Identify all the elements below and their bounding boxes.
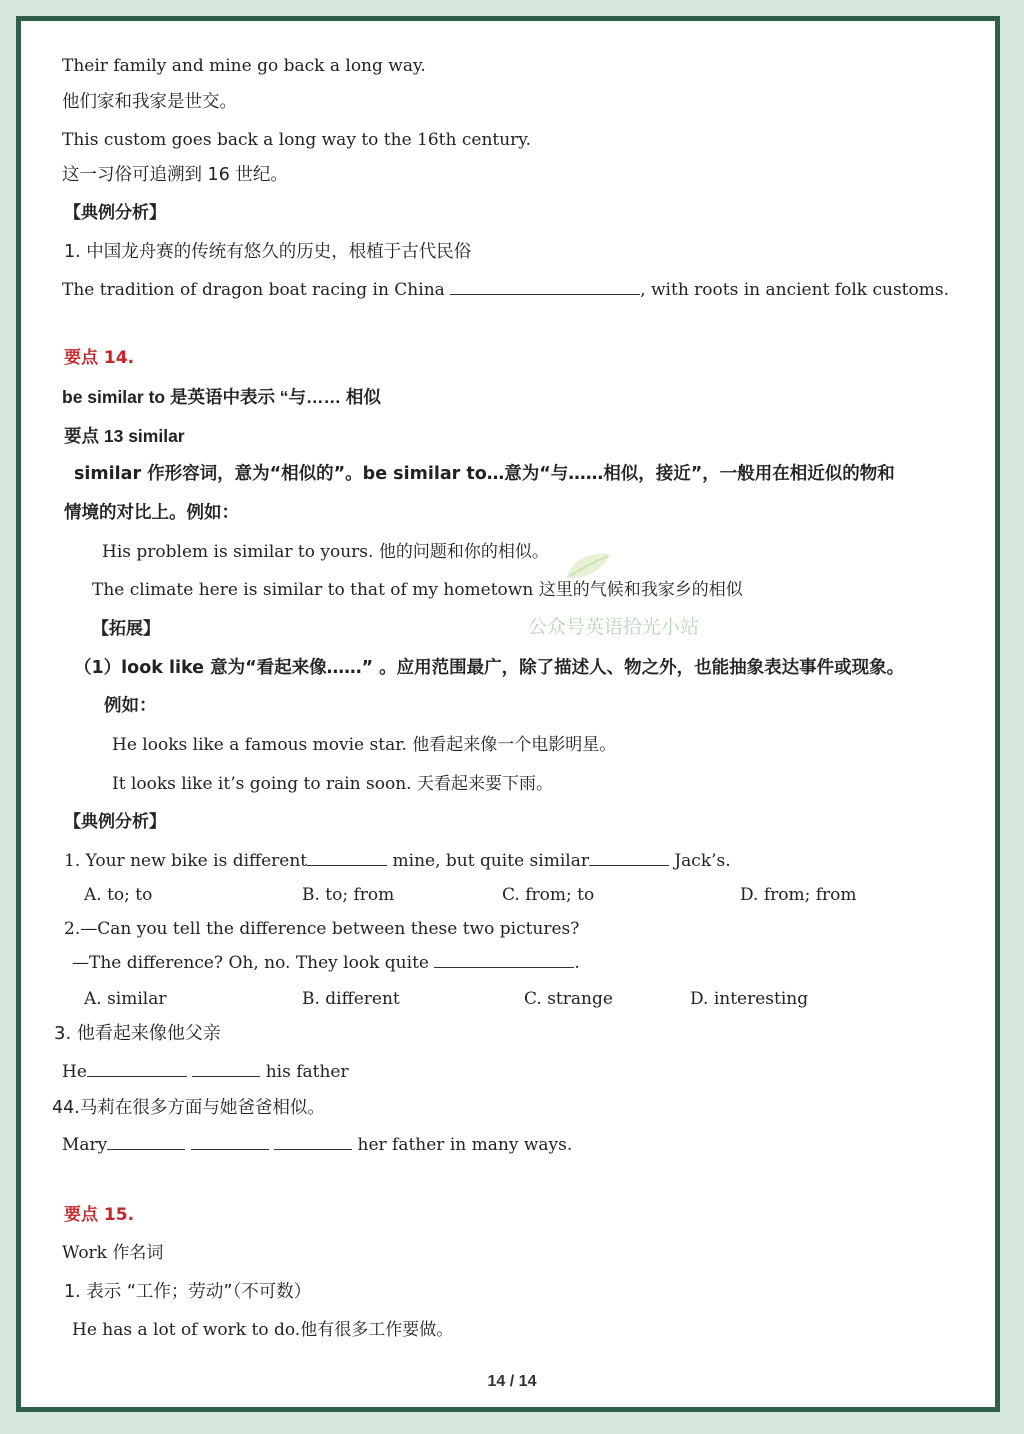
answer-blank <box>87 1060 187 1077</box>
sentence-part: —The difference? Oh, no. They look quite <box>72 953 435 973</box>
text-line: be similar to 是英语中表示 “与…… 相似 <box>62 387 381 407</box>
sentence-part: The tradition of dragon boat racing in China <box>62 280 451 300</box>
option-b: B. to; from <box>302 885 395 905</box>
question-4: 44.马莉在很多方面与她爸爸相似。 <box>52 1098 325 1118</box>
page-number: 14 / 14 <box>487 1373 537 1390</box>
section-heading: 【典例分析】 <box>64 203 166 223</box>
text-line: 要点 13 similar <box>64 426 185 446</box>
option-a: A. to; to <box>84 885 153 905</box>
example-sentence: He has a lot of work to do.他有很多工作要做。 <box>72 1320 454 1340</box>
sentence-part: mine, but quite similar <box>387 851 589 871</box>
text-line: 这一习俗可追溯到 16 世纪。 <box>62 165 288 185</box>
sentence-part: his father <box>260 1062 349 1082</box>
option-d: D. from; from <box>740 885 857 905</box>
option-d: D. interesting <box>690 989 809 1009</box>
question-1 <box>64 849 731 873</box>
question-3-answer <box>62 1060 349 1084</box>
example-sentence: He looks like a famous movie star. 他看起来像一个电影明星。 <box>112 735 617 755</box>
text-line: similar 作形容词，意为“相似的”。be similar to…意为“与……相似，接近”，一般用在相近似的物和 <box>74 464 895 484</box>
example-sentence: His problem is similar to yours. 他的问题和你的相似。 <box>102 542 549 562</box>
option-b: B. different <box>302 989 400 1009</box>
option-c: C. strange <box>524 989 613 1009</box>
text-line: 1. 中国龙舟赛的传统有悠久的历史，根植于古代民俗 <box>64 242 472 262</box>
answer-blank <box>450 278 640 295</box>
sentence-part: . <box>574 953 580 973</box>
example-sentence: The climate here is similar to that of my hometown 这里的气候和我家乡的相似 <box>92 580 743 600</box>
section-heading: 【拓展】 <box>92 619 160 639</box>
text-line: Work 作名词 <box>62 1243 164 1263</box>
answer-blank <box>274 1133 352 1150</box>
sentence-part: , with roots in ancient folk customs. <box>640 280 949 300</box>
section-heading: 【典例分析】 <box>64 812 166 832</box>
answer-blank <box>191 1133 269 1150</box>
text-line: （1）look like 意为“看起来像……” 。应用范围最广，除了描述人、物之外，也能抽象表达事件或现象。 <box>74 658 905 678</box>
text-line: This custom goes back a long way to the 16th century. <box>62 130 532 150</box>
text-line: 例如： <box>104 696 157 716</box>
answer-blank <box>192 1060 260 1077</box>
answer-blank <box>434 951 574 968</box>
option-a: A. similar <box>84 989 167 1009</box>
watermark-text: 公众号英语拾光小站 <box>528 616 700 638</box>
question-3: 3. 他看起来像他父亲 <box>54 1023 221 1044</box>
leaf-watermark-icon <box>560 548 616 584</box>
key-point-heading: 要点 15. <box>64 1205 135 1225</box>
question-2: 2.—Can you tell the difference between these two pictures? <box>64 919 580 939</box>
sentence-part: Jack’s. <box>668 851 731 871</box>
sentence-part: Mary <box>62 1135 108 1155</box>
sentence-part: He <box>62 1062 87 1082</box>
example-sentence: It looks like it’s going to rain soon. 天看起来要下雨。 <box>112 774 553 794</box>
option-c: C. from; to <box>502 885 595 905</box>
fill-in-sentence <box>62 278 949 302</box>
text-line: 1. 表示 “工作；劳动”（不可数） <box>64 1282 312 1302</box>
answer-blank <box>589 849 669 866</box>
text-line: 情境的对比上。例如： <box>64 503 239 523</box>
question-4-answer <box>62 1133 572 1157</box>
text-line: Their family and mine go back a long way. <box>62 56 426 76</box>
answer-blank <box>107 1133 185 1150</box>
sentence-part: her father in many ways. <box>352 1135 573 1155</box>
key-point-heading: 要点 14. <box>64 348 135 368</box>
question-2-reply <box>72 951 580 975</box>
text-line: 他们家和我家是世交。 <box>62 92 237 112</box>
sentence-part: 1. Your new bike is different <box>64 851 308 871</box>
answer-blank <box>307 849 387 866</box>
page-frame <box>16 16 1000 1412</box>
